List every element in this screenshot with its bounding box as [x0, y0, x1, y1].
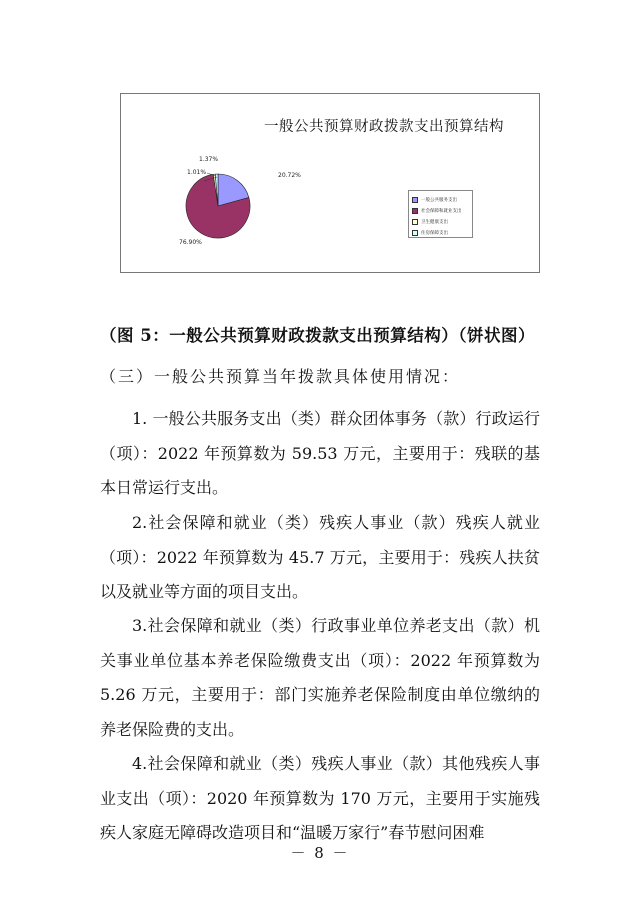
data-label-public-service: 20.72%: [278, 172, 301, 179]
chart-legend: [408, 190, 473, 238]
legend-label: 一般公共服务支出: [421, 197, 457, 203]
legend-swatch: [412, 230, 418, 236]
legend-label: 社会保障和就业支出: [421, 208, 462, 214]
paragraph-1: 1. 一般公共服务支出（类）群众团体事务（款）行政运行（项）：2022 年预算数为 59.53 万元，主要用于：残联的基本日常运行支出。: [100, 409, 540, 497]
figure-caption: （图 5：一般公共预算财政拨款支出预算结构）（饼状图）: [100, 326, 535, 345]
legend-label: 卫生健康支出: [421, 219, 448, 225]
paragraph-4: 4.社会保障和就业（类）残疾人事业（款）其他残疾人事业支出（项）：2020 年预算数为 170 万元，主要用于实施残疾人家庭无障碍改造项目和“温暖万家行”春节慰问困难: [100, 754, 540, 842]
legend-item: [412, 216, 469, 227]
pie-chart-frame: [120, 93, 540, 273]
legend-swatch: [412, 197, 418, 203]
paragraph-3: 3.社会保障和就业（类）行政事业单位养老支出（款）机关事业单位基本养老保险缴费支出（项）：2022 年预算数为 5.26 万元，主要用于：部门实施养老保险制度由单位缴纳的养老保险费的支出。: [100, 616, 540, 739]
data-label-health: 1.01%: [187, 169, 207, 176]
section-heading: （三）一般公共预算当年拨款具体使用情况：: [100, 367, 461, 386]
legend-swatch: [412, 208, 418, 214]
legend-swatch: [412, 219, 418, 225]
data-label-housing: 1.37%: [199, 156, 219, 163]
legend-item: [412, 205, 469, 216]
data-label-social-security: 76.90%: [179, 239, 202, 246]
legend-item: [412, 227, 469, 238]
page-number: － 8 －: [290, 844, 350, 862]
legend-label: 住房保障支出: [421, 230, 448, 236]
chart-title: 一般公共预算财政拨款支出预算结构: [264, 119, 504, 135]
legend-item: [412, 194, 469, 205]
paragraph-2: 2.社会保障和就业（类）残疾人事业（款）残疾人就业（项）：2022 年预算数为 45.7 万元，主要用于：残疾人扶贫以及就业等方面的项目支出。: [100, 513, 540, 601]
